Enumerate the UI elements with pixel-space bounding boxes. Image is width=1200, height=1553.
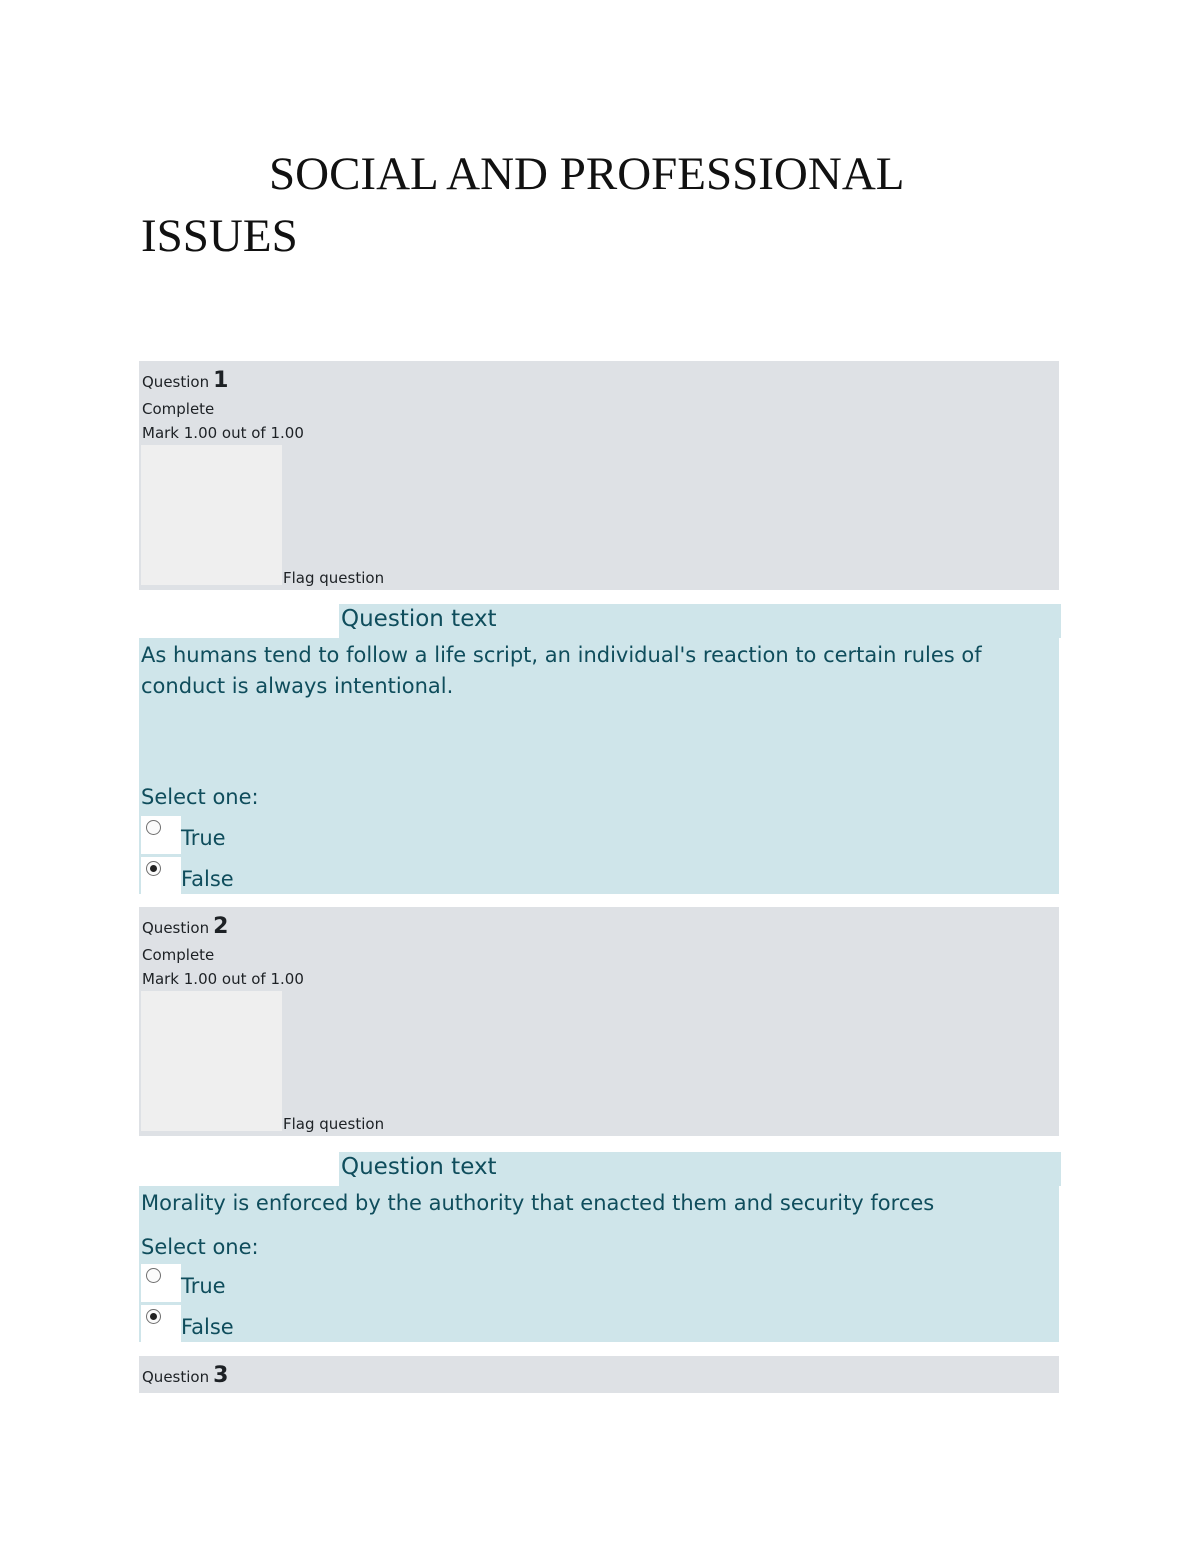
radio-button[interactable] (146, 1268, 161, 1283)
answer-option-label: True (181, 826, 226, 850)
flag-icon[interactable] (141, 991, 282, 1131)
question-stem: Morality is enforced by the authority that enacted them and security forces (141, 1191, 935, 1215)
answer-option-label: False (181, 1315, 234, 1339)
question-text-heading: Question text (339, 1152, 1061, 1186)
answer-option-label: False (181, 867, 234, 891)
question-grade: Mark 1.00 out of 1.00 (142, 424, 304, 442)
page-title: SOCIAL AND PROFESSIONAL ISSUES (141, 148, 903, 262)
radio-button-selected[interactable] (146, 1309, 161, 1324)
flag-question-link[interactable]: Flag question (283, 569, 385, 587)
question-info-3 (139, 1356, 1059, 1393)
radio-button-selected[interactable] (146, 861, 161, 876)
question-grade: Mark 1.00 out of 1.00 (142, 970, 304, 988)
select-one-prompt: Select one: (141, 785, 259, 809)
select-one-prompt: Select one: (141, 1235, 259, 1259)
answer-option-label: True (181, 1274, 226, 1298)
question-text-block-2 (139, 1152, 1061, 1342)
answer-option-true[interactable] (139, 1264, 339, 1302)
question-state: Complete (142, 400, 215, 418)
flag-question-link[interactable]: Flag question (283, 1115, 385, 1133)
question-info-2 (139, 907, 1059, 1136)
question-number: Question 3 (142, 1363, 229, 1388)
radio-button[interactable] (146, 820, 161, 835)
question-number: Question 1 (142, 368, 229, 393)
question-text-body (139, 638, 1059, 894)
flag-icon[interactable] (141, 445, 282, 585)
question-state: Complete (142, 946, 215, 964)
question-stem: As humans tend to follow a life script, an individual's reaction to certain rules of conduct is always intentional. (141, 643, 982, 698)
question-text-body (139, 1186, 1059, 1342)
answer-option-false[interactable] (139, 857, 339, 895)
answer-option-true[interactable] (139, 816, 339, 854)
question-number: Question 2 (142, 914, 229, 939)
question-info-1 (139, 361, 1059, 590)
question-text-block-1 (139, 604, 1061, 894)
answer-option-false[interactable] (139, 1305, 339, 1343)
question-text-heading: Question text (339, 604, 1061, 638)
